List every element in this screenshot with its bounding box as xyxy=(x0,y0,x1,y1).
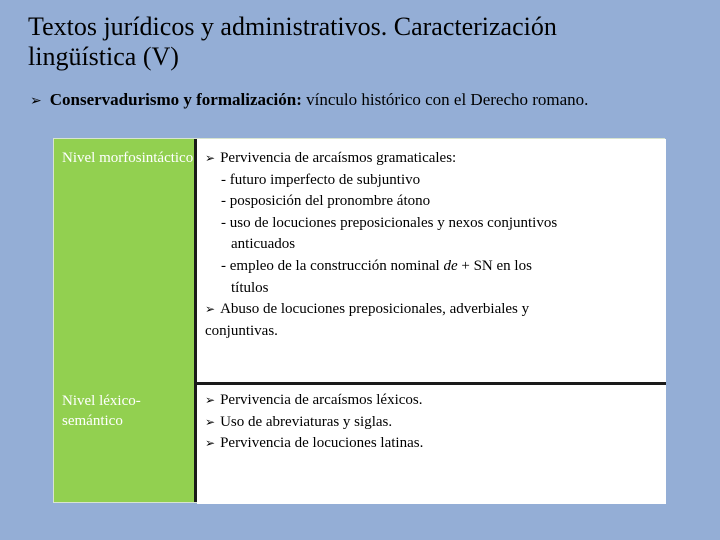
row1-content xyxy=(205,148,655,342)
list-item-text: Pervivencia de locuciones latinas. xyxy=(220,435,424,452)
list-item-text: Abuso de locuciones preposicionales, adverbiales y xyxy=(220,301,530,318)
column-divider xyxy=(194,139,197,502)
sub-item-continuation: anticuados xyxy=(231,236,296,253)
sub-item-continuation: títulos xyxy=(231,279,269,296)
arrow-bullet-icon: ➢ xyxy=(205,302,216,317)
list-item xyxy=(205,299,655,321)
list-item xyxy=(205,148,655,170)
page-title xyxy=(28,12,688,72)
arrow-bullet-icon: ➢ xyxy=(205,393,216,407)
list-item-continuation: conjuntivas. xyxy=(205,322,278,339)
row-label-morfosintactico: Nivel morfosintáctico xyxy=(62,150,194,166)
subtitle-bullet xyxy=(30,89,710,112)
sub-item: - posposición del pronombre átono xyxy=(221,193,431,210)
list-item xyxy=(205,390,655,412)
arrow-bullet-icon: ➢ xyxy=(205,436,216,451)
list-item-text: Pervivencia de arcaísmos gramaticales: xyxy=(220,150,457,166)
title-line: Textos jurídicos y administrativos. Caracterización xyxy=(28,12,557,41)
arrow-bullet-icon: ➢ xyxy=(205,414,216,429)
list-item-text: Uso de abreviaturas y siglas. xyxy=(220,413,393,430)
subtitle-bold: Conservadurismo y formalización: xyxy=(49,90,302,109)
list-item-text: Pervivencia de arcaísmos léxicos. xyxy=(220,392,423,408)
row-divider xyxy=(194,382,666,385)
sub-item-italic: de xyxy=(443,257,458,274)
row-label-lexico-semantico: Nivel léxico-semántico xyxy=(62,393,141,429)
label-column xyxy=(54,139,194,502)
arrow-bullet-icon: ➢ xyxy=(30,93,42,109)
sub-item xyxy=(205,256,655,278)
sub-item: - uso de locuciones preposicionales y nexos conjuntivos xyxy=(221,214,558,231)
characteristics-table xyxy=(53,138,665,503)
list-item xyxy=(205,412,655,434)
sub-item-text: - empleo de la construcción nominal xyxy=(221,257,444,274)
title-line: lingüística (V) xyxy=(28,42,179,71)
sub-item-text: + SN en los xyxy=(457,257,532,274)
subtitle-text: vínculo histórico con el Derecho romano. xyxy=(301,90,589,109)
arrow-bullet-icon: ➢ xyxy=(205,151,216,165)
list-item xyxy=(205,433,655,455)
sub-item: - futuro imperfecto de subjuntivo xyxy=(221,171,421,188)
row2-content xyxy=(205,390,655,455)
